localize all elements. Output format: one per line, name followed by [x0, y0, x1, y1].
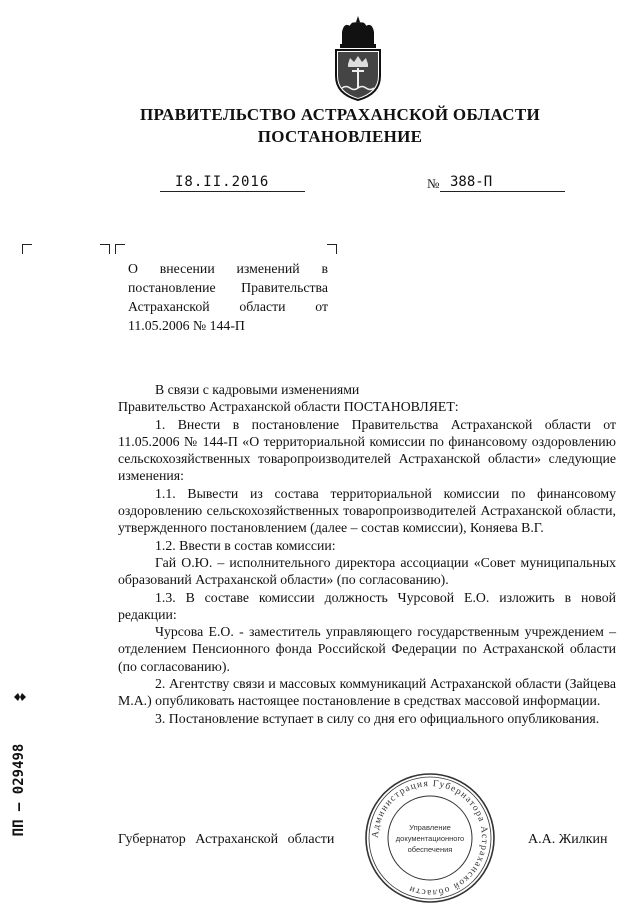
- government-title: ПРАВИТЕЛЬСТВО АСТРАХАНСКОЙ ОБЛАСТИ: [140, 105, 540, 124]
- paragraph-1-1: 1.1. Вывести из состава территориальной комиссии по финансовому оздоровлению сельскохозяйственных товаропроизводителей Астраханской области, утвержденного постановлением (далее – состав комиссии), Коняева В.Г.: [118, 485, 616, 536]
- number-underline: [440, 191, 565, 192]
- paragraph-1-3: 1.3. В составе комиссии должность Чурсовой Е.О. изложить в новой редакции:: [118, 589, 616, 622]
- paragraph-1: 1. Внести в постановление Правительства Астраханской области от 11.05.2006 № 144-П «О территориальной комиссии по финансовому оздоровлению сельскохозяйственных товаропроизводителей Астраханской области» следующие изменения:: [118, 416, 616, 484]
- subject-corner-left: [115, 244, 125, 254]
- paragraph-2: 2. Агентству связи и массовых коммуникаций Астраханской области (Зайцева М.А.) опубликовать настоящее постановление в средствах массовой информации.: [118, 676, 616, 709]
- official-stamp: [362, 770, 498, 906]
- intro-line-1: В связи с кадровыми изменениями: [155, 382, 360, 397]
- subject-corner-right: [327, 244, 337, 254]
- number-label: №: [427, 176, 440, 191]
- document-subject: О внесении изменений в постановление Правительства Астраханской области от 11.05.2006 № 144-П: [128, 261, 328, 333]
- paragraph-1-2: 1.2. Ввести в состав комиссии:: [155, 537, 336, 553]
- document-type-title: ПОСТАНОВЛЕНИЕ: [257, 127, 423, 146]
- margin-corner-left: [22, 244, 32, 254]
- stamp-line-3: обеспечения: [407, 845, 453, 854]
- paragraph-3: 3. Постановление вступает в силу со дня его официального опубликования.: [155, 710, 600, 726]
- intro-line-2: Правительство Астраханской области ПОСТАНОВЛЯЕТ:: [118, 399, 459, 415]
- margin-corner-right: [100, 244, 110, 254]
- signatory-name: А.А. Жилкин: [528, 832, 608, 847]
- paragraph-1-3-item: Чурсова Е.О. - заместитель управляющего государственным учреждением – отделением Пенсионного фонда Российской Федерации по Астраханской области (по согласованию).: [118, 624, 616, 674]
- date-underline: [160, 191, 305, 192]
- document-body: [118, 381, 616, 727]
- stamp-line-2: документационного: [395, 834, 465, 843]
- signatory-position: Губернатор Астраханской области: [118, 832, 335, 847]
- document-date: I8.II.2016: [175, 174, 270, 190]
- stamp-line-1: Управление: [409, 823, 451, 832]
- stamp-ring-text: Администрация Губернатора Астраханской области: [370, 778, 490, 898]
- margin-serial-code: [0, 690, 38, 890]
- margin-decoration-icon: [12, 690, 28, 704]
- document-number: 388-П: [450, 174, 493, 190]
- paragraph-1-2-item: Гай О.Ю. – исполнительного директора ассоциации «Совет муниципальных образований Астраханской области» (по согласованию).: [118, 554, 616, 588]
- coat-of-arms-emblem: [328, 14, 388, 102]
- serial-code-text: ПП – 029498: [11, 743, 27, 837]
